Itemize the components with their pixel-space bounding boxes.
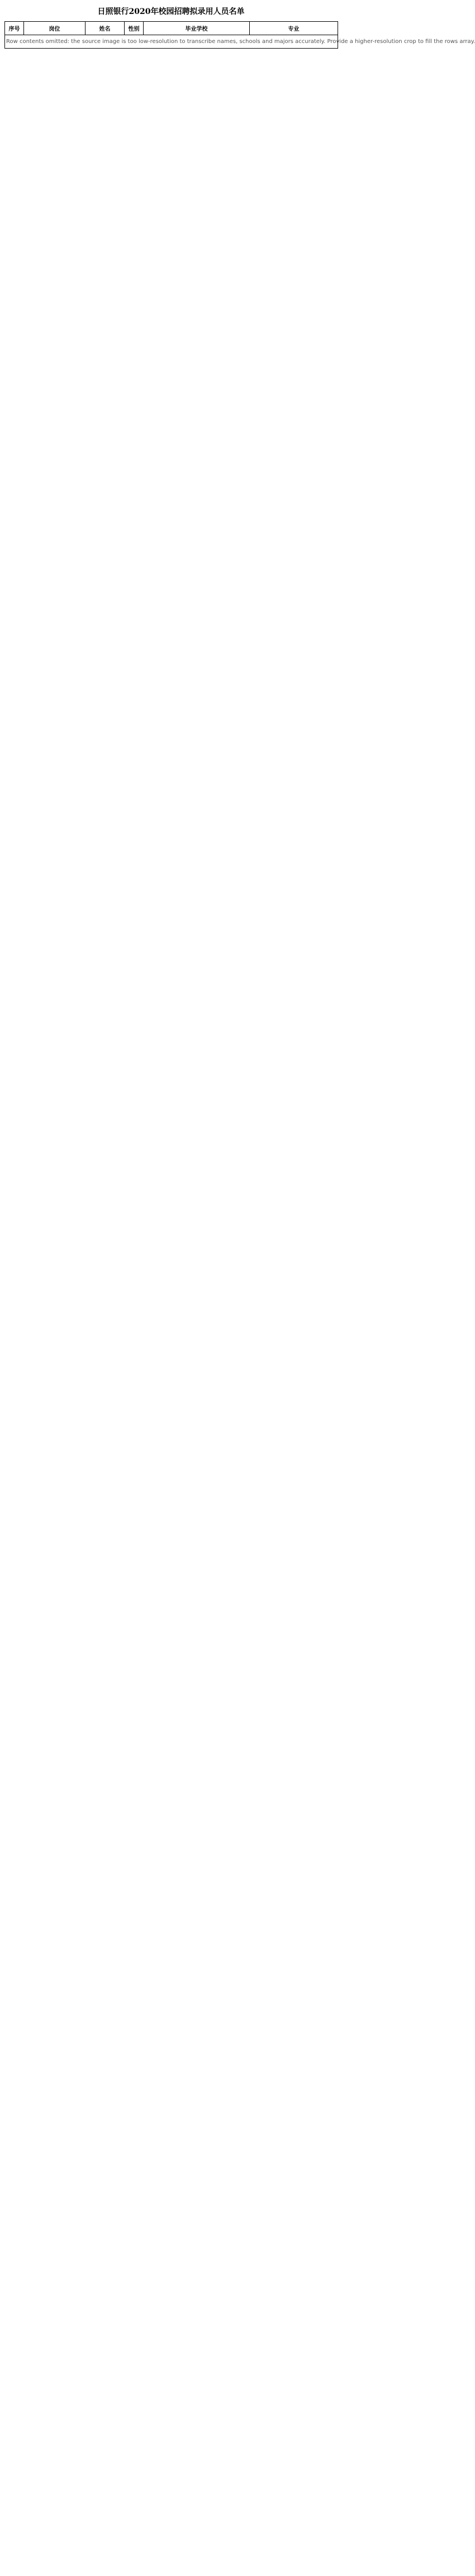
roster-table [4, 21, 475, 49]
header-sex: 性别 [125, 22, 144, 35]
page [0, 0, 475, 58]
document-title: 日照银行2020年校园招聘拟录用人员名单 [97, 7, 245, 16]
header-number: 序号 [5, 22, 24, 35]
header-name: 姓名 [86, 22, 125, 35]
header-school: 毕业学校 [144, 22, 250, 35]
table-header-row [5, 22, 338, 35]
header-post: 岗位 [24, 22, 86, 35]
roster-body [5, 35, 475, 49]
notice-row [5, 35, 338, 49]
notice-cell: Row contents omitted: the source image is too low-resolution to transcribe names, schools and majors accurately. Provide a higher-resolution crop to fill the rows array. [5, 35, 338, 49]
header-major: 专业 [250, 22, 338, 35]
